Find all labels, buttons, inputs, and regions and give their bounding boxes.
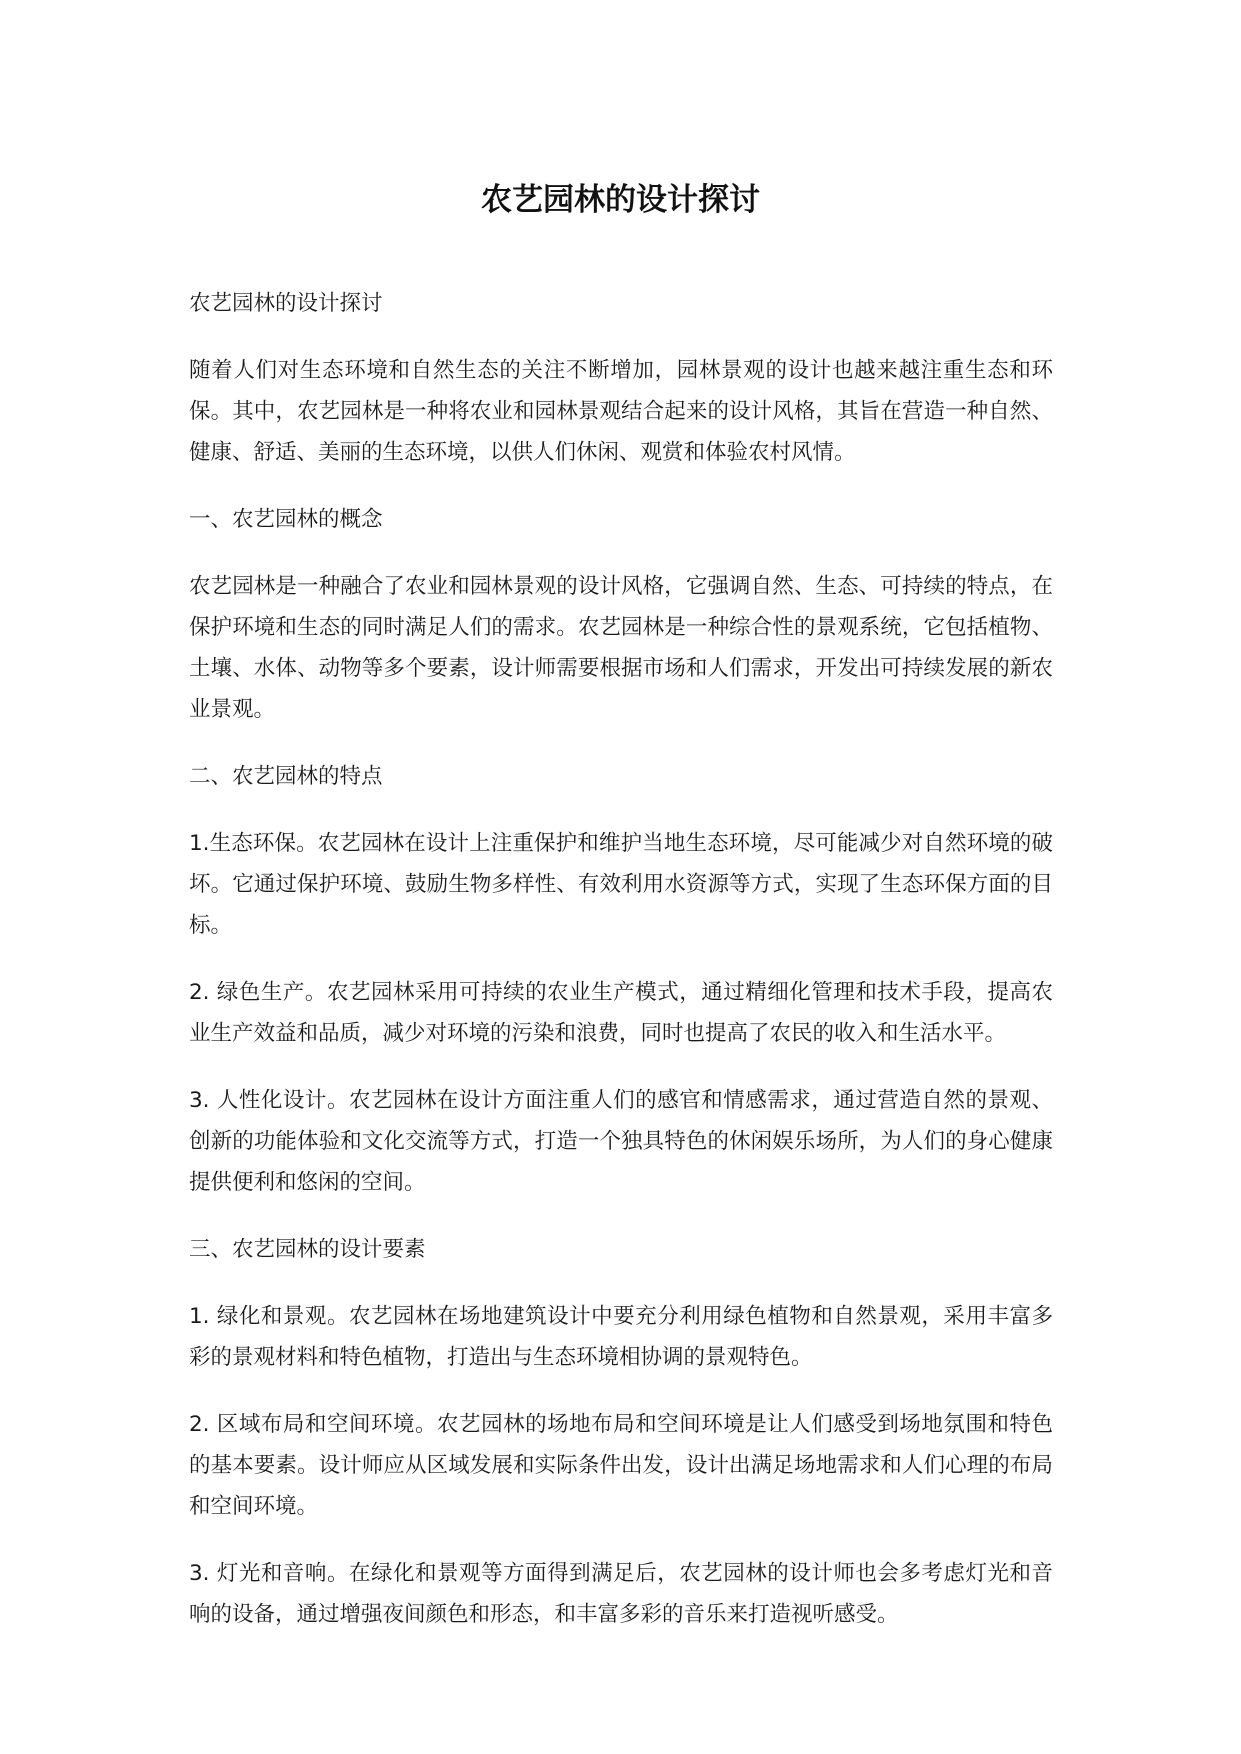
- feature-paragraph-1: 1.生态环保。农艺园林在设计上注重保护和维护当地生态环境，尽可能减少对自然环境的破坏。它通过保护环境、鼓励生物多样性、有效利用水资源等方式，实现了生态环保方面的目标。: [189, 831, 1053, 938]
- design-element-paragraph-1: 1. 绿化和景观。农艺园林在场地建筑设计中要充分利用绿色植物和自然景观，采用丰富多彩的景观材料和特色植物，打造出与生态环境相协调的景观特色。: [189, 1304, 1053, 1370]
- design-element-paragraph-2: 2. 区域布局和空间环境。农艺园林的场地布局和空间环境是让人们感受到场地氛围和特色的基本要素。设计师应从区域发展和实际条件出发，设计出满足场地需求和人们心理的布局和空间环境。: [189, 1412, 1053, 1519]
- section-heading-concept: 一、农艺园林的概念: [189, 507, 383, 532]
- design-element-paragraph-3: 3. 灯光和音响。在绿化和景观等方面得到满足后，农艺园林的设计师也会多考虑灯光和音响的设备，通过增强夜间颜色和形态，和丰富多彩的音乐来打造视听感受。: [189, 1561, 1053, 1627]
- section-heading-design-elements: 三、农艺园林的设计要素: [189, 1237, 426, 1262]
- feature-paragraph-3: 3. 人性化设计。农艺园林在设计方面注重人们的感官和情感需求，通过营造自然的景观、创新的功能体验和文化交流等方式，打造一个独具特色的休闲娱乐场所，为人们的身心健康提供便利和悠闲的空间。: [189, 1088, 1053, 1195]
- section-heading-features: 二、农艺园林的特点: [189, 764, 383, 789]
- document-body: [189, 283, 1053, 1661]
- document-title: 农艺园林的设计探讨: [481, 182, 760, 218]
- feature-paragraph-2: 2. 绿色生产。农艺园林采用可持续的农业生产模式，通过精细化管理和技术手段，提高农业生产效益和品质，减少对环境的污染和浪费，同时也提高了农民的收入和生活水平。: [189, 980, 1053, 1046]
- subtitle-paragraph: 农艺园林的设计探讨: [189, 291, 383, 316]
- concept-paragraph: 农艺园林是一种融合了农业和园林景观的设计风格，它强调自然、生态、可持续的特点，在保护环境和生态的同时满足人们的需求。农艺园林是一种综合性的景观系统，它包括植物、土壤、水体、动物等多个要素，设计师需要根据市场和人们需求，开发出可持续发展的新农业景观。: [189, 574, 1053, 722]
- intro-paragraph: 随着人们对生态环境和自然生态的关注不断增加，园林景观的设计也越来越注重生态和环保。其中，农艺园林是一种将农业和园林景观结合起来的设计风格，其旨在营造一种自然、健康、舒适、美丽的生态环境，以供人们休闲、观赏和体验农村风情。: [189, 358, 1053, 465]
